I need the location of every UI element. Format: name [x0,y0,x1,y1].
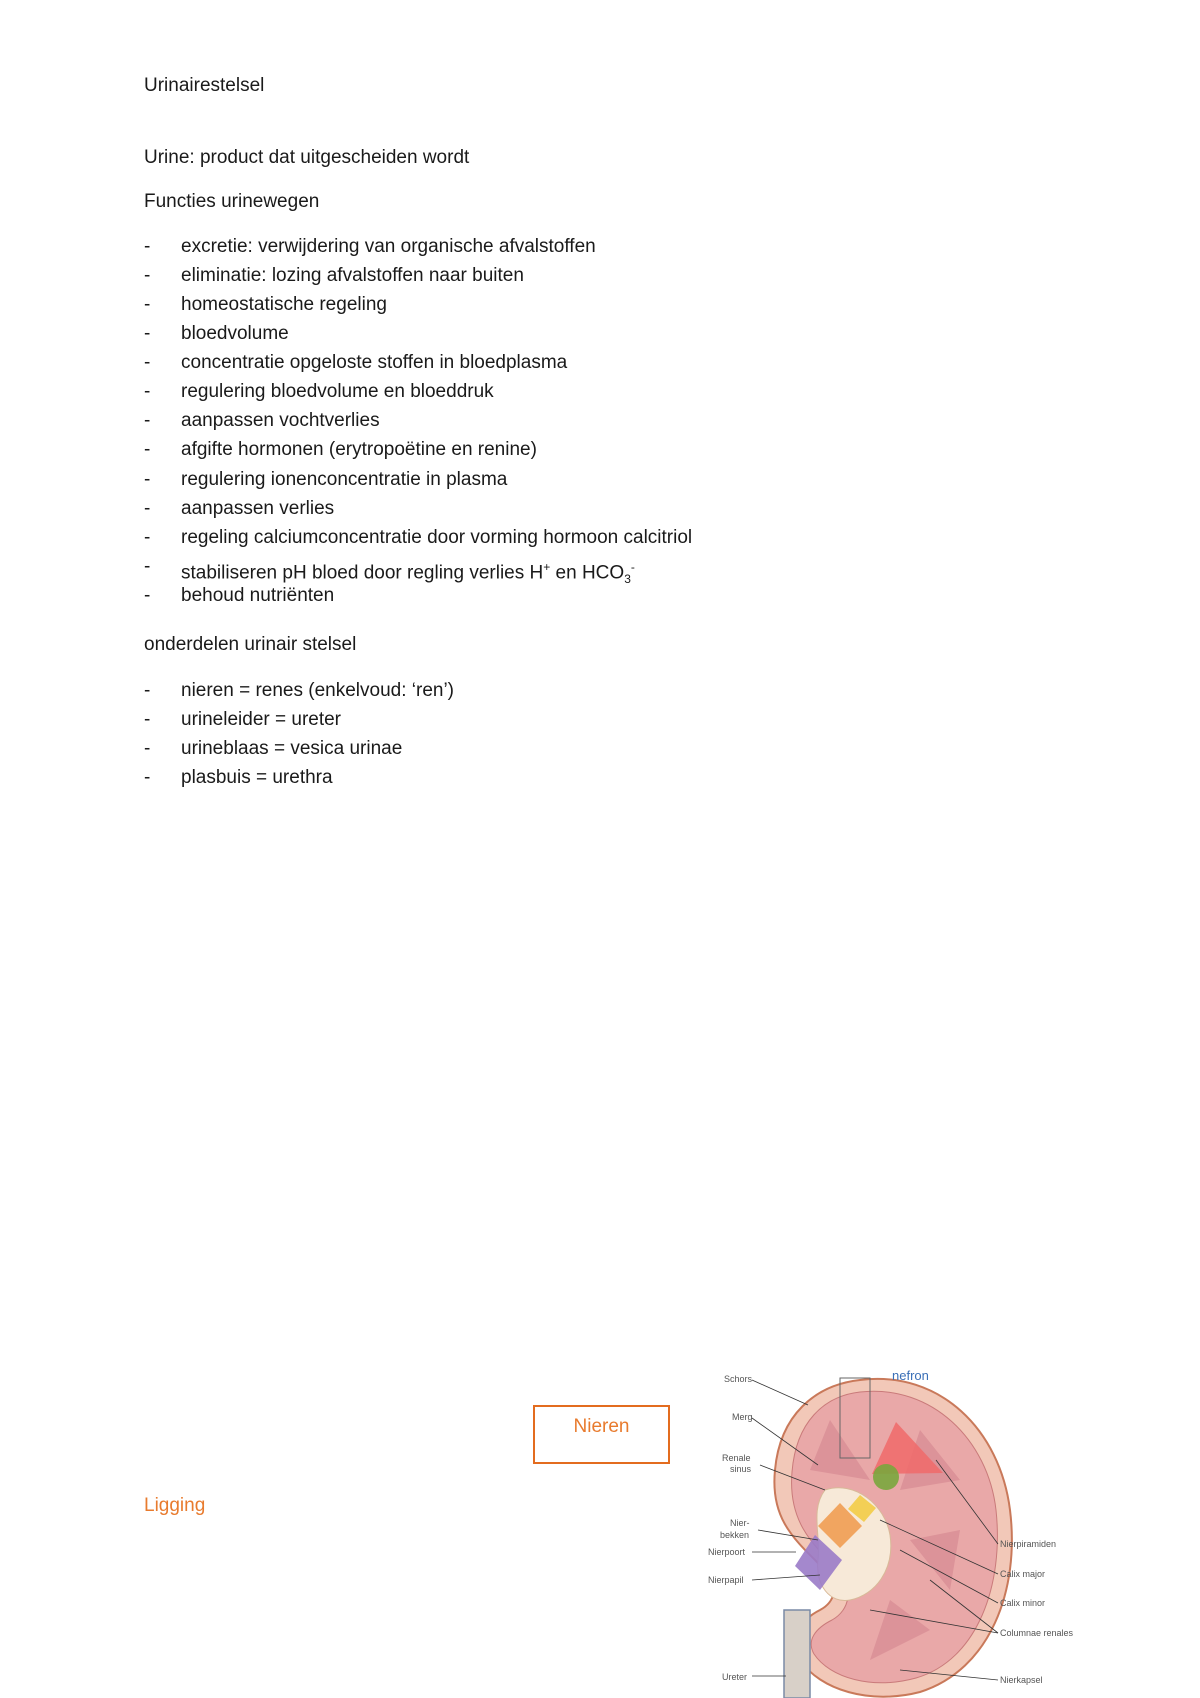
ureter-highlight [784,1610,810,1698]
label-columnae-renales: Columnae renales [1000,1628,1074,1638]
ligging-heading: Ligging [144,1495,206,1516]
label-ureter: Ureter [722,1672,748,1682]
label-bekken: bekken [720,1530,750,1540]
functies-heading: Functies urinewegen [144,191,320,212]
label-nierkapsel: Nierkapsel [1000,1675,1043,1685]
label-calix-minor: Calix minor [1000,1598,1046,1608]
document-page: Urinairestelsel Urine: product dat uitgescheiden wordt Functies urinewegen - excretie: verwijdering van organische afvalstoffen - eliminatie: lozing afvalstoffen naar buiten - homeostatische regeling - bloedvolume - concentratie opgeloste stoffen in bloedplasma - regulering bloedvolume en bloeddruk - aanpassen vochtverlies - afgifte hormonen (erytropoëtine en renine) - regulering ionenconcentratie in plasma - aanpassen verlies - regeling calciumconcentratie door vorming hormoon calcitriol - stabiliseren pH bloed door regling verlies H+ en $HCO_3^-$ - behoud nutriënten onderdelen urinair stelsel - nieren = renes (enkelvoud: ‘ren’) - urineleider = ureter - urineblaas = vesica urinae - plasbuis = urethra Nieren Ligging nefron Schors Merg Renale sinus Nier- bekken Nierpoort Nierpapil Ureter Nierpiramiden Calix major Calix minor Columnae renales Nierkapsel [0,0,1200,1698]
label-sinus: sinus [730,1464,752,1474]
nefron-label: nefron [892,1370,929,1383]
page-title: Urinairestelsel [144,75,265,96]
label-merg: Merg [732,1412,753,1422]
nieren-text-box [533,1405,670,1464]
urine-definition: Urine: product dat uitgescheiden wordt [144,147,470,168]
label-renale: Renale [722,1453,751,1463]
label-nierpoort: Nierpoort [708,1547,746,1557]
onderdelen-heading: onderdelen urinair stelsel [144,634,357,655]
highlight-circle [873,1464,899,1490]
label-nierpapil: Nierpapil [708,1575,744,1585]
nieren-box-label: Nieren [573,1416,630,1437]
label-nierpiramiden: Nierpiramiden [1000,1539,1057,1549]
label-calix-major: Calix major [1000,1569,1046,1579]
label-schors: Schors [724,1374,753,1384]
kidney-diagram [700,1370,1100,1698]
label-nier: Nier- [730,1518,750,1528]
